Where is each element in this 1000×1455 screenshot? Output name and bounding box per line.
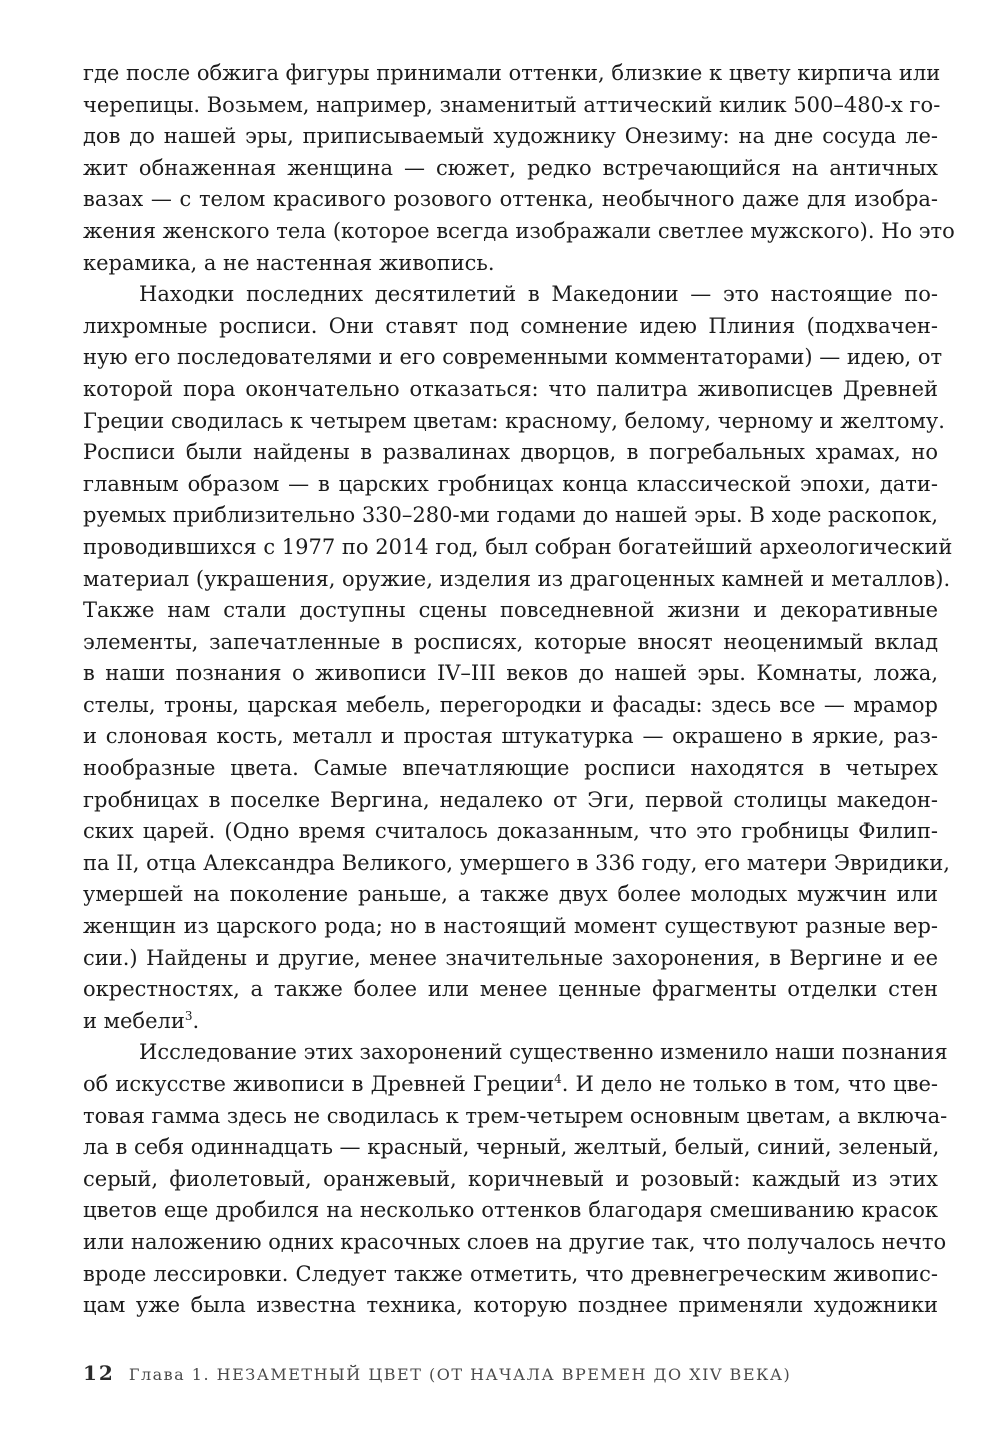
text-line: окрестностях, а также более или менее ценные фрагменты отделки стен	[83, 977, 938, 1002]
text-line-with-footnote: и мебели$^3$.	[83, 1008, 200, 1033]
text-line: керамика, а не настенная живопись.	[83, 250, 495, 275]
text-line: или наложению одних красочных слоев на другие так, что получалось нечто	[83, 1229, 947, 1254]
page-footer	[83, 1361, 938, 1391]
text-line: па II, отца Александра Великого, умершего в 336 году, его матери Эвридики,	[83, 850, 950, 875]
text-line: материал (украшения, оружие, изделия из драгоценных камней и металлов).	[83, 566, 951, 591]
text-line-fragment: . И дело не только в том, что цве-	[561, 1072, 938, 1096]
footnote-marker[interactable]: 4	[554, 1072, 562, 1086]
text-line: Находки последних десятилетий в Македонии — это настоящие по-	[139, 282, 938, 307]
text-line: в наши познания о живописи IV–III веков до нашей эры. Комнаты, ложа,	[83, 661, 938, 686]
text-line: вроде лессировки. Следует также отметить, что древнегреческим живопис-	[83, 1261, 938, 1286]
text-line: главным образом — в царских гробницах конца классической эпохи, дати-	[83, 471, 938, 496]
text-line: Также нам стали доступны сцены повседневной жизни и декоративные	[83, 598, 938, 623]
footnote-marker[interactable]: 3	[184, 1008, 193, 1023]
text-line: Греции сводилась к четырем цветам: красному, белому, черному и желтому.	[83, 408, 945, 433]
text-line: Росписи были найдены в развалинах дворцов, в погребальных храмах, но	[83, 440, 938, 465]
running-header-chapter: Глава 1. НЕЗАМЕТНЫЙ ЦВЕТ (ОТ НАЧАЛА ВРЕМЕН ДО XIV ВЕКА)	[128, 1365, 792, 1384]
text-line: элементы, запечатленные в росписях, которые вносят неоценимый вклад	[83, 629, 938, 654]
text-line: Исследование этих захоронений существенно изменило наши познания	[139, 1040, 948, 1065]
text-line-with-footnote	[83, 1069, 938, 1101]
text-line: жения женского тела (которое всегда изображали светлее мужского). Но это	[83, 218, 955, 243]
text-line: женщин из царского рода; но в настоящий момент существуют разные вер-	[83, 914, 938, 939]
text-line-fragment: и мебели	[83, 1008, 185, 1033]
text-line: серый, фиолетовый, оранжевый, коричневый и розовый: каждый из этих	[83, 1166, 938, 1191]
text-line: жит обнаженная женщина — сюжет, редко встречающийся на античных	[83, 155, 938, 180]
text-line: вазах — с телом красивого розового оттенка, необычного даже для изобра-	[83, 187, 938, 212]
text-line: сии.) Найдены и другие, менее значительные захоронения, в Вергине и ее	[83, 945, 938, 970]
text-line: и слоновая кость, металл и простая штукатурка — окрашено в яркие, раз-	[83, 724, 938, 749]
text-line: стелы, троны, царская мебель, перегородки и фасады: здесь все — мрамор	[83, 692, 938, 717]
text-line-fragment: об искусстве живописи в Древней Греции	[83, 1072, 555, 1096]
text-line: гробницах в поселке Вергина, недалеко от Эги, первой столицы македон-	[83, 787, 938, 812]
paragraph-3	[83, 1037, 948, 1321]
text-line: где после обжига фигуры принимали оттенки, близкие к цвету кирпича или	[83, 61, 941, 85]
paragraph-1	[83, 58, 955, 279]
text-line: руемых приблизительно 330–280-ми годами до нашей эры. В ходе раскопок,	[83, 503, 938, 528]
text-line: проводившихся с 1977 по 2014 год, был собран богатейший археологический	[83, 534, 953, 559]
text-line: лихромные росписи. Они ставят под сомнение идею Плиния (подхвачен-	[83, 313, 938, 338]
text-line: цам уже была известна техника, которую позднее применяли художники	[83, 1293, 938, 1318]
text-line: нообразные цвета. Самые впечатляющие росписи находятся в четырех	[83, 756, 938, 781]
page-body	[83, 58, 955, 1322]
text-line: товая гамма здесь не сводилась к трем-четырем основным цветам, а включа-	[83, 1103, 948, 1128]
text-line: дов до нашей эры, приписываемый художнику Онезиму: на дне сосуда ле-	[83, 124, 938, 149]
text-line: черепицы. Возьмем, например, знаменитый аттический килик 500–480-х го-	[83, 92, 941, 117]
page-number: 12	[83, 1361, 115, 1385]
paragraph-2	[83, 279, 953, 1037]
text-line: которой пора окончательно отказаться: что палитра живописцев Древней	[83, 376, 938, 401]
text-line: ских царей. (Одно время считалось доказанным, что это гробницы Филип-	[83, 819, 938, 844]
text-line: цветов еще дробился на несколько оттенков благодаря смешиванию красок	[83, 1198, 938, 1223]
text-line: ную его последователями и его современными комментаторами) — идею, от	[83, 345, 943, 370]
text-line: ла в себя одиннадцать — красный, черный, желтый, белый, синий, зеленый,	[83, 1135, 940, 1160]
text-line: умершей на поколение раньше, а также двух более молодых мужчин или	[83, 882, 938, 907]
